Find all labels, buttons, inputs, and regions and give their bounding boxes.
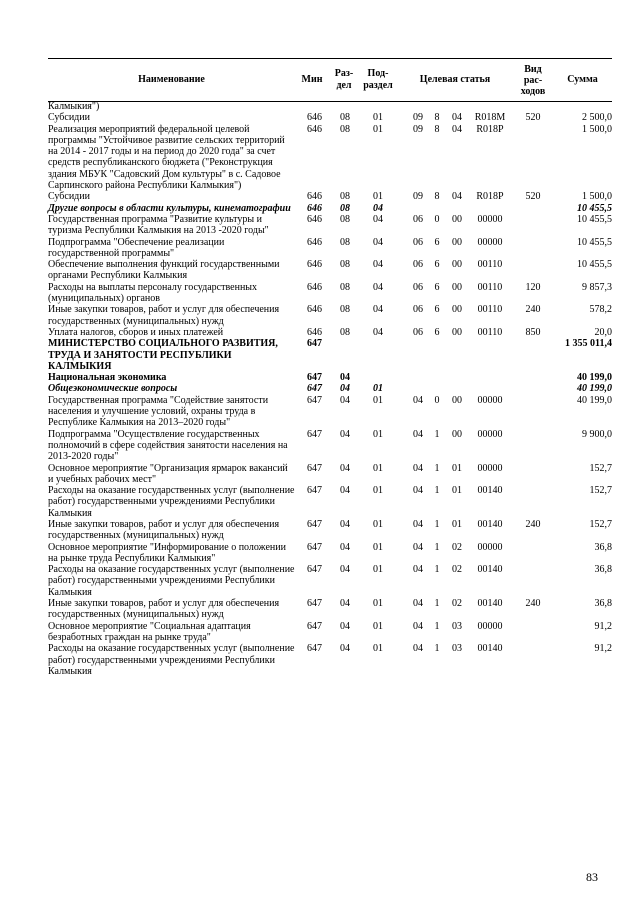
row-t4: 00140	[477, 518, 503, 530]
row-pr: 01	[373, 191, 383, 203]
row-name: Расходы на оказание государственных услуг (выполнение работ) государственными учреждениями Республики Калмыкия	[48, 485, 295, 519]
row-t3: 04	[452, 123, 462, 135]
row-t3: 00	[452, 281, 462, 293]
row-pr: 04	[373, 326, 383, 338]
row-t4: 00140	[477, 643, 503, 655]
row-vid: 240	[525, 304, 541, 316]
row-vid: 520	[525, 112, 541, 124]
row-t1: 04	[413, 541, 423, 553]
row-t3: 04	[452, 112, 462, 124]
row-min: 646	[307, 213, 322, 225]
table-row	[48, 304, 612, 327]
row-t2: 8	[434, 123, 440, 135]
row-t2: 8	[434, 112, 440, 124]
row-pr: 04	[373, 236, 383, 248]
row-min: 647	[307, 394, 322, 406]
row-t1: 06	[413, 213, 423, 225]
row-name: Реализация мероприятий федеральной целевой программы "Устойчивое развитие сельских территорий на 2014 - 2017 годы и на период до 2020 года" за счет средств республиканского бюджета ("Реконструкция здания МБУК "Садовский Дом культуры" в с. Садовое Сарпинского района Республики Калмыкия")	[48, 123, 285, 192]
row-rz: 08	[340, 281, 350, 293]
table-row	[48, 237, 612, 260]
row-t2: 1	[434, 564, 440, 576]
row-min: 646	[307, 304, 322, 316]
row-t2: 6	[434, 304, 440, 316]
row-vid: 240	[525, 598, 541, 610]
row-t4: 00110	[477, 259, 503, 271]
row-rz: 04	[340, 643, 350, 655]
row-pr: 01	[373, 383, 383, 395]
header-name: Наименование	[138, 74, 205, 85]
row-t1: 04	[413, 564, 423, 576]
row-rz: 08	[340, 202, 350, 214]
row-rz: 08	[340, 304, 350, 316]
row-t4: 00140	[477, 598, 503, 610]
table-row	[48, 112, 612, 123]
row-t1: 06	[413, 281, 423, 293]
row-sum: 152,7	[589, 462, 612, 474]
table-body	[48, 101, 612, 677]
row-sum: 578,2	[589, 304, 612, 316]
row-rz: 04	[340, 372, 350, 384]
row-vid: 520	[525, 191, 541, 203]
row-t1: 04	[413, 485, 423, 497]
row-min: 646	[307, 123, 322, 135]
row-t1: 04	[413, 394, 423, 406]
table-row	[48, 643, 612, 677]
row-t2: 6	[434, 259, 440, 271]
row-t2: 1	[434, 541, 440, 553]
row-t3: 01	[452, 462, 462, 474]
row-t1: 04	[413, 598, 423, 610]
row-t1: 09	[413, 191, 423, 203]
row-min: 647	[307, 372, 322, 384]
row-t4: 00110	[477, 304, 503, 316]
table-row	[48, 338, 612, 372]
row-rz: 04	[340, 383, 350, 395]
row-sum: 36,8	[594, 564, 612, 576]
table-row	[48, 621, 612, 644]
row-t4: 00140	[477, 564, 503, 576]
table-row	[48, 372, 612, 383]
row-t4: 00110	[477, 281, 503, 293]
row-t1: 06	[413, 304, 423, 316]
row-sum: 1 500,0	[582, 191, 612, 203]
table-row	[48, 598, 612, 621]
row-min: 647	[307, 428, 322, 440]
row-pr: 01	[373, 518, 383, 530]
row-t4: 00140	[477, 485, 503, 497]
row-t4: R018M	[474, 112, 506, 124]
table-row	[48, 282, 612, 305]
table-row	[48, 395, 612, 429]
table-row	[48, 485, 612, 519]
row-name: Субсидии	[48, 191, 90, 203]
row-name: Субсидии	[48, 112, 90, 124]
table-row	[48, 429, 612, 463]
header-target: Целевая статья	[419, 74, 491, 85]
row-name: Основное мероприятие "Социальная адаптация безработных граждан на рынке труда"	[48, 620, 251, 643]
row-t2: 6	[434, 281, 440, 293]
row-sum: 2 500,0	[582, 112, 612, 124]
row-sum: 36,8	[594, 598, 612, 610]
row-t3: 03	[452, 620, 462, 632]
row-sum: 1 500,0	[582, 123, 612, 135]
row-name: Основное мероприятие "Организация ярмарок вакансий и учебных рабочих мест"	[48, 462, 288, 485]
table-row	[48, 101, 612, 112]
row-name: Расходы на оказание государственных услуг (выполнение работ) государственными учреждениями Республики Калмыкия	[48, 643, 295, 677]
row-vid: 850	[525, 326, 541, 338]
row-t1: 06	[413, 236, 423, 248]
row-t4: 00000	[477, 541, 503, 553]
row-t2: 0	[434, 213, 440, 225]
row-sum: 9 900,0	[582, 428, 612, 440]
row-min: 646	[307, 281, 322, 293]
row-t1: 04	[413, 643, 423, 655]
row-t2: 1	[434, 462, 440, 474]
row-t4: 00110	[477, 326, 503, 338]
header-razdel: Раз- дел	[334, 68, 354, 91]
row-rz: 08	[340, 123, 350, 135]
row-name: Другие вопросы в области культуры, кинематографии	[48, 202, 291, 214]
row-t2: 1	[434, 485, 440, 497]
row-pr: 01	[373, 123, 383, 135]
row-pr: 01	[373, 598, 383, 610]
row-name: Иные закупки товаров, работ и услуг для обеспечения государственных (муниципальных) нужд	[48, 598, 280, 621]
row-t4: 00000	[477, 462, 503, 474]
row-pr: 01	[373, 462, 383, 474]
header-sum: Сумма	[567, 74, 598, 85]
row-t2: 1	[434, 428, 440, 440]
row-name: Общеэкономические вопросы	[48, 383, 178, 395]
table-row	[48, 383, 612, 394]
row-rz: 08	[340, 213, 350, 225]
row-pr: 04	[373, 259, 383, 271]
row-sum: 10 455,5	[577, 236, 612, 248]
row-sum: 20,0	[594, 326, 612, 338]
row-name: Государственная программа "Содействие занятости населения и улучшение условий, охраны труда в Республике Калмыкия на 2013–2020 годы"	[48, 394, 269, 429]
row-pr: 01	[373, 564, 383, 576]
row-t2: 1	[434, 620, 440, 632]
row-t3: 04	[452, 191, 462, 203]
row-rz: 04	[340, 462, 350, 474]
row-rz: 08	[340, 326, 350, 338]
row-rz: 08	[340, 112, 350, 124]
row-rz: 04	[340, 620, 350, 632]
row-t4: R018P	[476, 123, 504, 135]
row-sum: 1 355 011,4	[565, 338, 612, 350]
row-pr: 01	[373, 485, 383, 497]
row-pr: 04	[373, 304, 383, 316]
table-row	[48, 203, 612, 214]
row-min: 647	[307, 485, 322, 497]
row-sum: 10 455,5	[577, 259, 612, 271]
table-header	[48, 58, 612, 102]
row-t1: 04	[413, 462, 423, 474]
table-row	[48, 564, 612, 598]
row-t1: 06	[413, 259, 423, 271]
row-t3: 00	[452, 304, 462, 316]
row-rz: 04	[340, 485, 350, 497]
row-name: Расходы на оказание государственных услуг (выполнение работ) государственными учреждениями Республики Калмыкия	[48, 564, 295, 598]
row-t2: 6	[434, 236, 440, 248]
row-t4: 00000	[477, 428, 503, 440]
row-t2: 1	[434, 518, 440, 530]
row-sum: 152,7	[589, 518, 612, 530]
row-t3: 02	[452, 598, 462, 610]
row-sum: 10 455,5	[577, 202, 612, 214]
row-rz: 04	[340, 598, 350, 610]
row-rz: 04	[340, 428, 350, 440]
row-t1: 09	[413, 123, 423, 135]
row-t4: 00000	[477, 620, 503, 632]
row-pr: 01	[373, 620, 383, 632]
row-name: Уплата налогов, сборов и иных платежей	[48, 326, 224, 338]
row-pr: 04	[373, 281, 383, 293]
row-min: 646	[307, 236, 322, 248]
row-rz: 08	[340, 236, 350, 248]
row-rz: 04	[340, 564, 350, 576]
row-t1: 04	[413, 428, 423, 440]
row-min: 647	[307, 518, 322, 530]
row-sum: 91,2	[594, 620, 612, 632]
row-t3: 00	[452, 326, 462, 338]
page-number: 83	[586, 870, 598, 884]
row-rz: 04	[340, 518, 350, 530]
row-name: Подпрограмма "Осуществление государственных полномочий в сфере содействия занятости населения на 2013-2020 годы"	[48, 428, 288, 463]
row-rz: 04	[340, 394, 350, 406]
row-t3: 01	[452, 518, 462, 530]
row-min: 647	[307, 541, 322, 553]
row-min: 646	[307, 202, 322, 214]
row-pr: 04	[373, 213, 383, 225]
row-t2: 1	[434, 643, 440, 655]
row-name: Расходы на выплаты персоналу государственных (муниципальных) органов	[48, 281, 258, 305]
table-row	[48, 259, 612, 282]
row-name: Калмыкия")	[48, 101, 100, 112]
table-row	[48, 191, 612, 202]
row-sum: 9 857,3	[582, 281, 612, 293]
row-sum: 91,2	[594, 643, 612, 655]
row-t1: 04	[413, 620, 423, 632]
row-sum: 36,8	[594, 541, 612, 553]
row-min: 647	[307, 620, 322, 632]
row-t1: 04	[413, 518, 423, 530]
row-t3: 01	[452, 485, 462, 497]
row-min: 647	[307, 383, 322, 395]
table-row	[48, 124, 612, 192]
row-sum: 40 199,0	[577, 394, 612, 406]
row-vid: 120	[525, 281, 541, 293]
row-min: 647	[307, 598, 322, 610]
row-name: Обеспечение выполнения функций государственными органами Республики Калмыкия	[48, 259, 280, 282]
row-rz: 08	[340, 259, 350, 271]
row-t3: 00	[452, 428, 462, 440]
table-row	[48, 519, 612, 542]
table-row	[48, 542, 612, 565]
row-t4: 00000	[477, 394, 503, 406]
row-name: Государственная программа "Развитие культуры и туризма Республики Калмыкия на 2013 -2020 годы"	[48, 213, 269, 237]
row-t1: 06	[413, 326, 423, 338]
row-t3: 00	[452, 259, 462, 271]
row-t4: 00000	[477, 236, 503, 248]
row-t3: 03	[452, 643, 462, 655]
table-row	[48, 214, 612, 237]
table-row	[48, 463, 612, 486]
row-name: Национальная экономика	[48, 372, 167, 384]
row-min: 646	[307, 191, 322, 203]
header-podrazdel: Под- раздел	[363, 68, 393, 91]
row-min: 647	[307, 462, 322, 474]
row-t3: 02	[452, 541, 462, 553]
row-name: Основное мероприятие "Информирование о положении на рынке труда Республики Калмыкия"	[48, 541, 286, 564]
row-sum: 152,7	[589, 485, 612, 497]
row-min: 646	[307, 326, 322, 338]
row-sum: 10 455,5	[577, 213, 612, 225]
row-min: 646	[307, 259, 322, 271]
row-pr: 01	[373, 428, 383, 440]
row-pr: 04	[373, 202, 383, 214]
row-sum: 40 199,0	[577, 383, 612, 395]
table-row	[48, 327, 612, 338]
row-rz: 04	[340, 541, 350, 553]
row-min: 647	[307, 338, 322, 350]
row-t4: 00000	[477, 213, 503, 225]
row-rz: 08	[340, 191, 350, 203]
row-pr: 01	[373, 112, 383, 124]
row-t3: 00	[452, 236, 462, 248]
row-t4: R018P	[476, 191, 504, 203]
row-t3: 00	[452, 394, 462, 406]
row-t2: 6	[434, 326, 440, 338]
row-t1: 09	[413, 112, 423, 124]
row-pr: 01	[373, 541, 383, 553]
header-min: Мин	[301, 74, 323, 85]
header-vid: Вид рас- ходов	[520, 63, 546, 97]
row-sum: 40 199,0	[577, 372, 612, 384]
row-min: 647	[307, 564, 322, 576]
row-name: Иные закупки товаров, работ и услуг для обеспечения государственных (муниципальных) нужд	[48, 518, 280, 542]
row-pr: 01	[373, 394, 383, 406]
row-t2: 8	[434, 191, 440, 203]
row-min: 646	[307, 112, 322, 124]
row-name: Подпрограмма "Обеспечение реализации государственной программы"	[48, 236, 225, 259]
row-pr: 01	[373, 643, 383, 655]
row-name: Иные закупки товаров, работ и услуг для обеспечения государственных (муниципальных) нужд	[48, 304, 280, 327]
row-t2: 1	[434, 598, 440, 610]
row-t2: 0	[434, 394, 440, 406]
row-vid: 240	[525, 518, 541, 530]
row-name: МИНИСТЕРСТВО СОЦИАЛЬНОГО РАЗВИТИЯ, ТРУДА И ЗАНЯТОСТИ РЕСПУБЛИКИ КАЛМЫКИЯ	[48, 338, 278, 372]
row-t3: 02	[452, 564, 462, 576]
row-t3: 00	[452, 213, 462, 225]
row-min: 647	[307, 643, 322, 655]
